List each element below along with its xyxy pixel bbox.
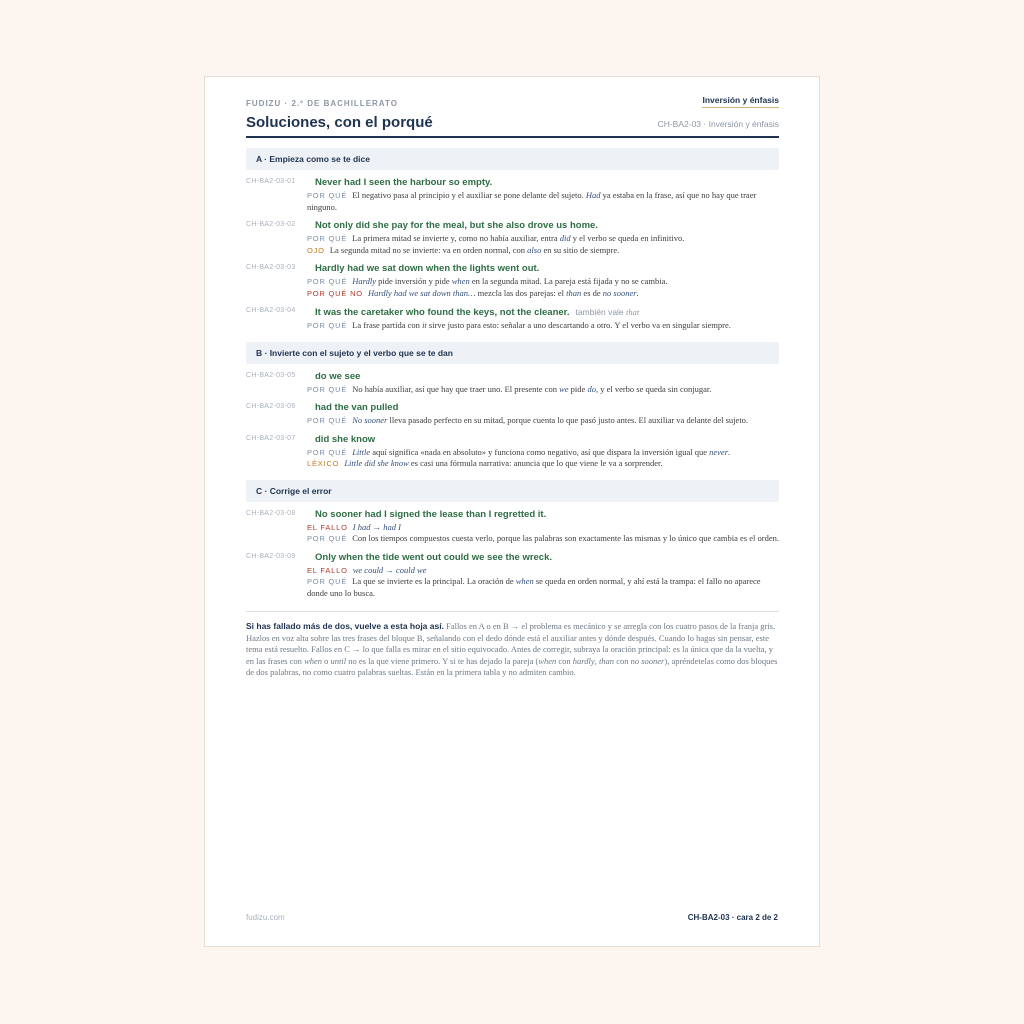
item-code: CH-BA2-03-07 (246, 434, 296, 442)
item-code: CH-BA2-03-02 (246, 221, 296, 228)
answer-text: did she know (315, 433, 376, 445)
item-code: CH-BA2-03-06 (246, 403, 296, 410)
alternative-note: también vale that (575, 307, 640, 317)
answer-text: Never had I seen the harbour so empty. (315, 177, 493, 188)
answer-text: Only when the tide went out could we see the wreck. (315, 551, 553, 563)
alternative-label: también vale (575, 307, 624, 317)
answer-item (246, 370, 779, 396)
page-header (246, 95, 779, 108)
explanation-line: POR QUÉ Con los tiempos compuestos cuesta verlo, porque las palabras son exactamente las mismas y lo único que cambia es el orden. (307, 533, 779, 543)
answer-text: Not only did she pay for the meal, but she also drove us home. (315, 220, 598, 231)
answer-item (246, 262, 779, 299)
page-title: Soluciones, con el porqué (246, 114, 433, 131)
closing-advice: Si has fallado más de dos, vuelve a esta hoja así. Fallos en A o en B → el problema es mecánico y se arregla con los cuatro pasos de la franja gris. Hazlos en voz alta sobre las tres frases del bloque B, señalando con el dedo dónde está el auxiliar antes y dónde después. Cuando lo hagas sin pensar, este tema está resuelto. Fallos en C → lo que falla es mirar en el sitio equivocado. Antes de corregir, subraya la oración principal: es la única que da la vuelta, y en las frases con when o until no es la que viene primero. Y si te has dejado la pareja (when con hardly, than con no sooner), apréndetelas como dos bloques de dos palabras, no como cuatro palabras sueltas. Están en la primera tabla y no admiten cambio. (246, 611, 779, 679)
explanation-line: POR QUÉ Little aquí significa «nada en absoluto» y funciona como negativo, así que dispara la inversión igual que never. (307, 446, 731, 457)
answer-text: do we see (315, 370, 361, 382)
porque-tag: POR QUÉ (307, 534, 348, 543)
explanation-line: POR QUÉ La que se invierte es la principal. La oración de when se queda en orden normal, y ahí está la trampa: el fallo no aparece donde uno lo busca. (307, 576, 761, 598)
item-code: CH-BA2-03-08 (246, 509, 296, 517)
ojo-tag: OJO (307, 245, 325, 255)
fallo-tag: EL FALLO (307, 522, 348, 532)
worksheet-page (204, 76, 820, 947)
why-not-line: POR QUÉ NO Hardly had we sat down than… mezcla las dos parejas: el than es de no sooner. (307, 287, 639, 298)
answer-text (315, 305, 779, 320)
answer-item (246, 176, 779, 213)
explanation-line: POR QUÉ No sooner lleva pasado perfecto en su mitad, porque cuenta lo que pasó justo antes. El auxiliar va delante del sujeto. (307, 415, 749, 425)
porque-tag: POR QUÉ (307, 277, 348, 286)
section-heading-b: B · Invierte con el sujeto y el verbo que se te dan (246, 342, 779, 364)
warning-line: OJO La segunda mitad no se invierte: va en orden normal, con also en su sitio de siempre. (307, 244, 620, 255)
page-footer (246, 913, 778, 922)
answer-item (246, 305, 779, 332)
lexico-line: LÉXICO Little did she know es casi una fórmula narrativa: anuncia que lo que viene le va a sorprender. (307, 458, 663, 468)
answer-item (246, 508, 779, 545)
item-code: CH-BA2-03-05 (246, 371, 296, 379)
title-row (246, 114, 779, 138)
porque-tag: POR QUÉ (307, 384, 348, 394)
explanation-line: POR QUÉ El negativo pasa al principio y el auxiliar se pone delante del sujeto. Had ya estaba en la frase, así que no hay que traer ninguno. (307, 190, 757, 212)
lexico-tag: LÉXICO (307, 459, 340, 468)
porque-tag: POR QUÉ (307, 416, 348, 425)
error-line: EL FALLO we could → could we (307, 564, 427, 575)
answer-text: No sooner had I signed the lease than I regretted it. (315, 508, 547, 520)
answer-text: had the van pulled (315, 402, 399, 413)
fallo-tag: EL FALLO (307, 565, 348, 575)
explanation-line: POR QUÉ La primera mitad se invierte y, como no había auxiliar, entra did y el verbo se queda en infinitivo. (307, 233, 685, 243)
porque-no-tag: POR QUÉ NO (307, 288, 363, 298)
porque-tag: POR QUÉ (307, 234, 348, 243)
answer-item (246, 219, 779, 256)
closing-lead: Si has fallado más de dos, vuelve a esta hoja así. (246, 621, 444, 631)
footer-page: CH-BA2-03 · cara 2 de 2 (687, 913, 778, 922)
explanation-line: POR QUÉ No había auxiliar, así que hay que traer uno. El presente con we pide do, y el verbo se queda sin conjugar. (307, 383, 712, 394)
error-line: EL FALLO I had → had I (307, 521, 401, 532)
answer-item (246, 551, 779, 600)
porque-tag: POR QUÉ (307, 191, 348, 200)
answer-text: Hardly had we sat down when the lights went out. (315, 263, 540, 274)
item-code: CH-BA2-03-03 (246, 264, 296, 271)
answer-item (246, 401, 779, 427)
item-code: CH-BA2-03-04 (246, 307, 296, 314)
item-code: CH-BA2-03-01 (246, 178, 296, 185)
item-code: CH-BA2-03-09 (246, 552, 296, 560)
brand-label: FUDIZU · 2.º DE BACHILLERATO (246, 99, 398, 108)
explanation-line: POR QUÉ Hardly pide inversión y pide when en la segunda mitad. La pareja está fijada y no se cambia. (307, 276, 668, 286)
topic-label: Inversión y énfasis (702, 95, 779, 108)
sheet-code: CH-BA2-03 · Inversión y énfasis (657, 119, 779, 129)
footer-site: fudizu.com (246, 913, 285, 922)
porque-tag: POR QUÉ (307, 577, 348, 586)
section-heading-a: A · Empieza como se te dice (246, 148, 779, 170)
section-heading-c: C · Corrige el error (246, 480, 779, 502)
porque-tag: POR QUÉ (307, 447, 348, 457)
porque-tag: POR QUÉ (307, 321, 348, 330)
page-content (246, 95, 779, 679)
answer-item (246, 433, 779, 470)
explanation-line: POR QUÉ La frase partida con it sirve justo para esto: señalar a uno descartando a otro. Y el verbo va en singular siempre. (307, 320, 731, 330)
answer-main: It was the caretaker who found the keys, not the cleaner. (315, 307, 570, 318)
